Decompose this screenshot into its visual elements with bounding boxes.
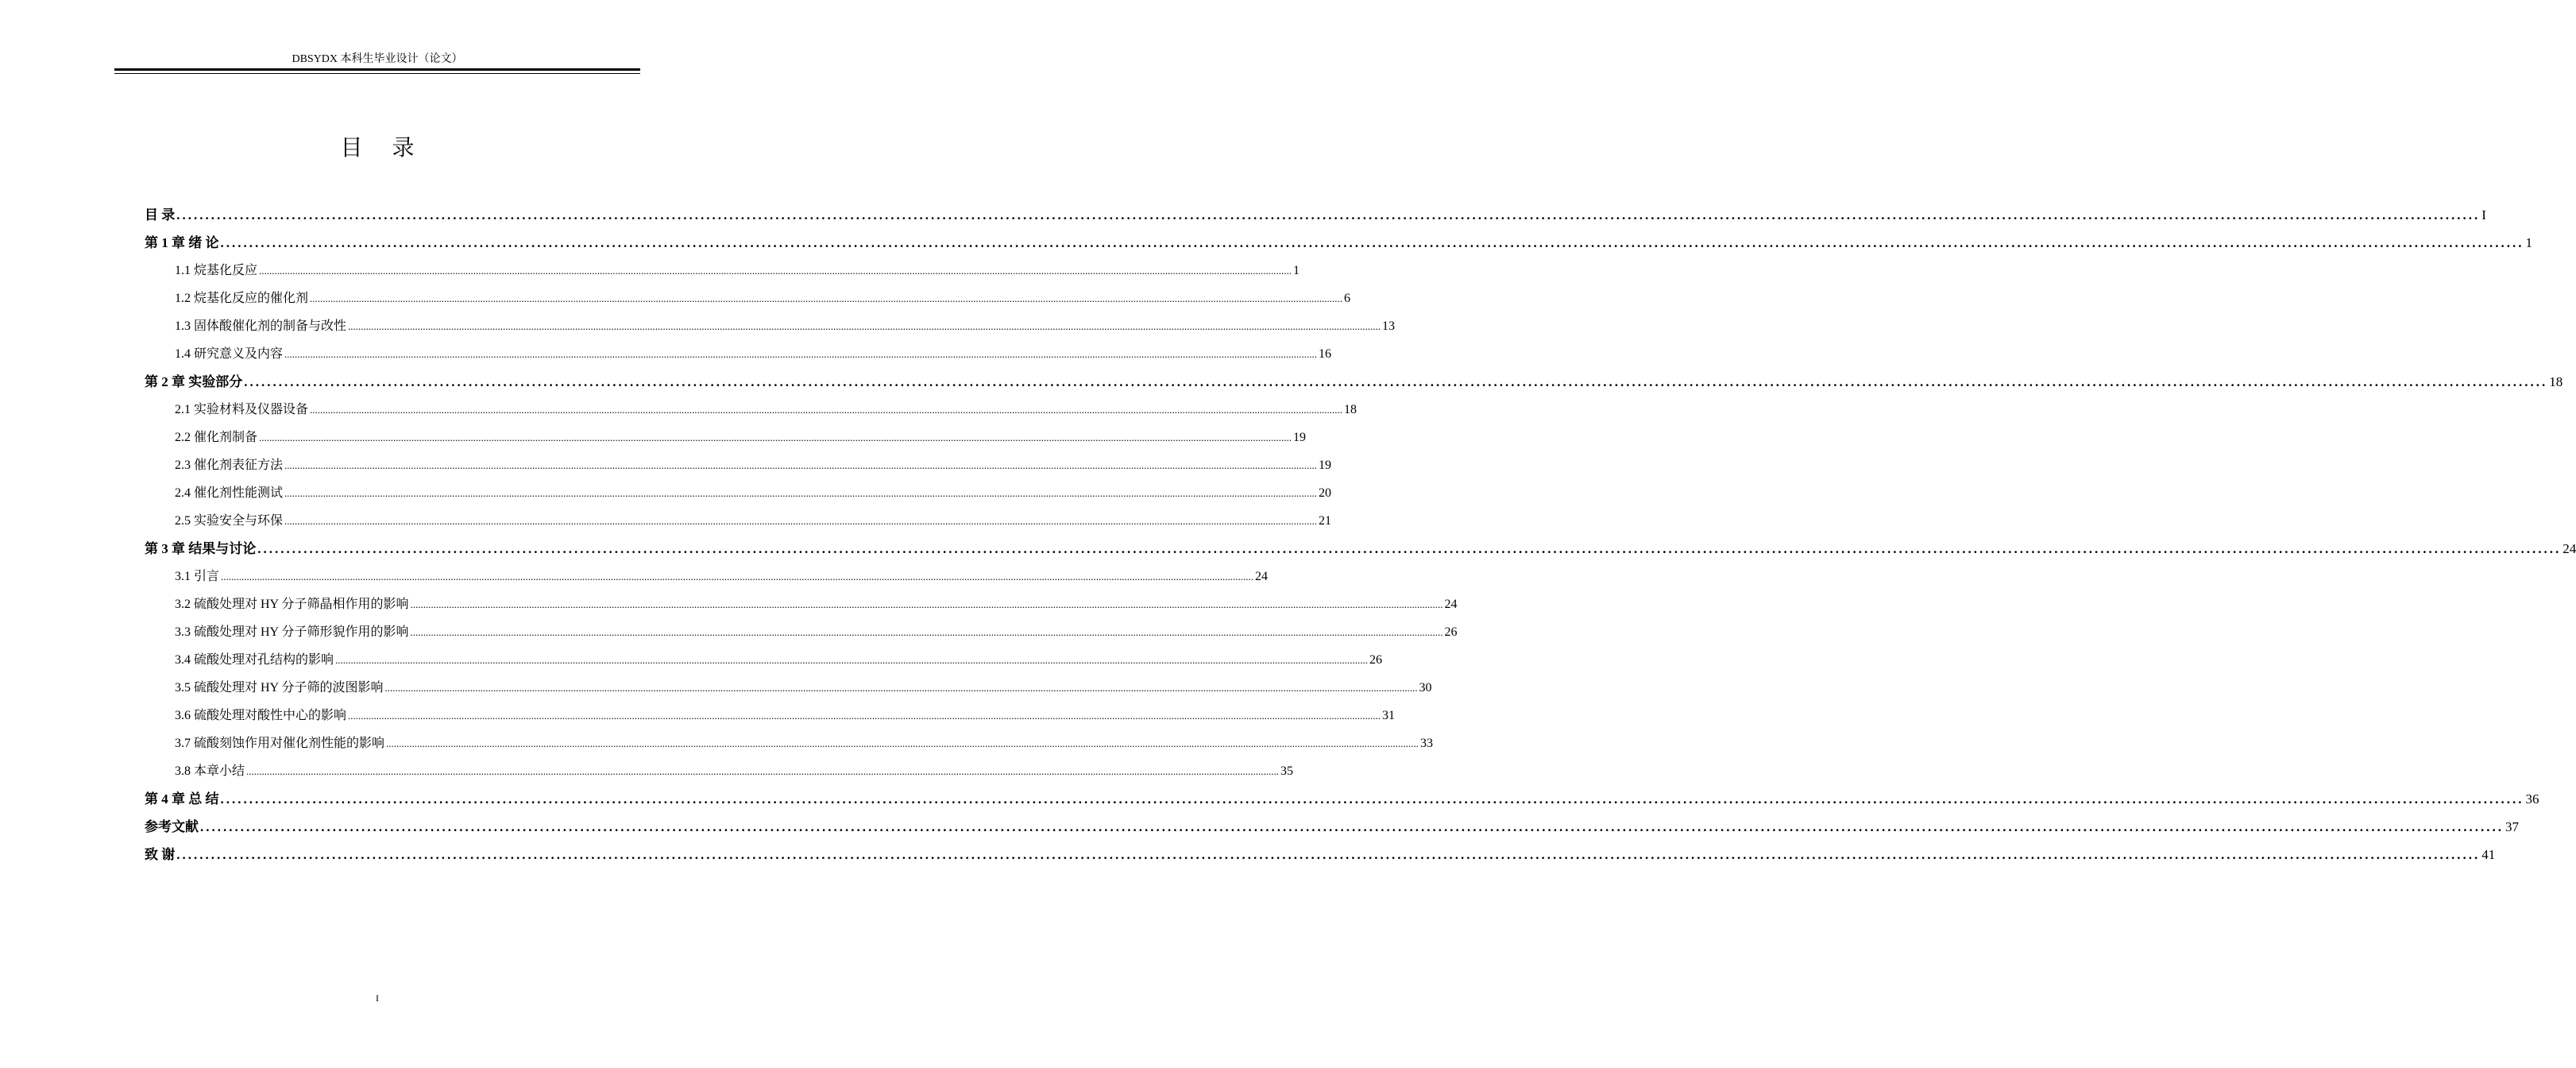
toc-entry-page: 20: [1319, 486, 1332, 500]
toc-entry-label: 3.5 硫酸处理对 HY 分子筛的波图影响: [175, 681, 384, 695]
toc-chapter-entry[interactable]: [145, 229, 2532, 257]
toc-dot-leader: ................................................................................................................................................................................................................................................................................................................................................................................................................: [200, 819, 2504, 834]
toc-section-entry[interactable]: [145, 646, 1383, 674]
toc-entry-label: 2.2 催化剂制备: [175, 431, 258, 444]
toc-dot-leader: ................................................................................................................................................................................................................................................................................................................................................................................................................: [176, 847, 2481, 862]
toc-section-entry[interactable]: [145, 563, 1269, 590]
toc-section-entry[interactable]: [145, 618, 1458, 646]
toc-entry-label: 2.1 实验材料及仪器设备: [175, 403, 309, 416]
toc-dot-leader: ................................................................................................................................................................................................................................................................................................................................................................................................................: [259, 431, 1292, 443]
toc-entry-label: 2.5 实验安全与环保: [175, 514, 284, 528]
toc-entry-page: 31: [1382, 709, 1396, 722]
toc-section-entry[interactable]: [145, 312, 1396, 340]
toc-entry-page: 18: [1344, 403, 1358, 416]
toc-section-entry[interactable]: [145, 424, 1307, 451]
toc-entry-page: 13: [1382, 319, 1396, 333]
toc-dot-leader: ................................................................................................................................................................................................................................................................................................................................................................................................................: [284, 487, 1318, 499]
toc-entry-label: 第 1 章 绪 论: [145, 235, 219, 250]
toc-section-entry[interactable]: [145, 451, 1332, 479]
toc-entry-label: 1.1 烷基化反应: [175, 264, 258, 277]
toc-section-entry[interactable]: [145, 729, 1434, 757]
toc-section-entry[interactable]: [145, 284, 1351, 312]
toc-chapter-entry[interactable]: [145, 535, 2576, 563]
toc-dot-leader: ................................................................................................................................................................................................................................................................................................................................................................................................................: [284, 459, 1318, 471]
toc-dot-leader: ................................................................................................................................................................................................................................................................................................................................................................................................................: [176, 207, 2481, 222]
toc-chapter-entry[interactable]: [145, 841, 2496, 869]
toc-dot-leader: ................................................................................................................................................................................................................................................................................................................................................................................................................: [284, 515, 1318, 527]
toc-section-entry[interactable]: [145, 590, 1458, 618]
toc-entry-page: 24: [2562, 541, 2576, 556]
toc-entry-page: 16: [1319, 347, 1332, 361]
toc-dot-leader: ................................................................................................................................................................................................................................................................................................................................................................................................................: [410, 598, 1443, 610]
toc-section-entry[interactable]: [145, 257, 1300, 284]
toc-entry-label: 3.2 硫酸处理对 HY 分子筛晶相作用的影响: [175, 598, 409, 611]
toc-entry-page: 26: [1444, 625, 1458, 639]
toc-section-entry[interactable]: [145, 674, 1432, 702]
toc-entry-page: 19: [1293, 431, 1307, 444]
toc-chapter-entry[interactable]: [145, 368, 2563, 396]
toc-entry-page: 1: [1293, 264, 1300, 277]
toc-entry-label: 2.4 催化剂性能测试: [175, 486, 284, 500]
toc-entry-page: 1: [2525, 235, 2532, 250]
toc-dot-leader: ................................................................................................................................................................................................................................................................................................................................................................................................................: [384, 682, 1418, 694]
page-header: DBSYDX 本科生毕业设计（论文）: [292, 53, 463, 65]
toc-dot-leader: ................................................................................................................................................................................................................................................................................................................................................................................................................: [348, 710, 1381, 722]
toc-entry-label: 目 录: [145, 207, 176, 222]
toc-title: 目 录: [340, 134, 426, 161]
toc-entry-page: 19: [1319, 459, 1332, 472]
toc-entry-label: 2.3 催化剂表征方法: [175, 459, 284, 472]
header-rule-thick: [114, 68, 640, 71]
toc-dot-leader: ................................................................................................................................................................................................................................................................................................................................................................................................................: [386, 737, 1419, 749]
toc-entry-page: 24: [1444, 598, 1458, 611]
toc-dot-leader: ................................................................................................................................................................................................................................................................................................................................................................................................................: [221, 571, 1254, 582]
toc-entry-label: 致 谢: [145, 847, 176, 862]
toc-entry-label: 1.3 固体酸催化剂的制备与改性: [175, 319, 347, 333]
toc-entry-label: 参考文献: [145, 819, 199, 834]
toc-dot-leader: ................................................................................................................................................................................................................................................................................................................................................................................................................: [284, 348, 1318, 360]
toc-section-entry[interactable]: [145, 396, 1358, 424]
toc-dot-leader: ................................................................................................................................................................................................................................................................................................................................................................................................................: [410, 626, 1443, 638]
toc-entry-label: 第 3 章 结果与讨论: [145, 541, 257, 556]
toc-entry-page: 30: [1419, 681, 1432, 695]
toc-entry-label: 3.1 引言: [175, 570, 220, 583]
toc-dot-leader: ................................................................................................................................................................................................................................................................................................................................................................................................................: [310, 292, 1343, 304]
toc-section-entry[interactable]: [145, 702, 1396, 729]
toc-entry-page: 18: [2549, 374, 2563, 389]
toc-entry-page: 41: [2481, 847, 2496, 862]
toc-entry-page: 33: [1420, 737, 1434, 750]
toc-entry-label: 第 2 章 实验部分: [145, 374, 243, 389]
toc-section-entry[interactable]: [145, 507, 1332, 535]
toc-entry-label: 1.4 研究意义及内容: [175, 347, 284, 361]
toc-entry-page: 24: [1255, 570, 1269, 583]
toc-entry-label: 1.2 烷基化反应的催化剂: [175, 292, 309, 305]
toc-entry-page: 37: [2505, 819, 2519, 834]
toc-chapter-entry[interactable]: [145, 201, 2486, 229]
toc-chapter-entry[interactable]: [145, 785, 2539, 813]
toc-entry-page: 21: [1319, 514, 1332, 528]
toc-entry-label: 3.8 本章小结: [175, 764, 245, 778]
toc-entry-label: 3.3 硫酸处理对 HY 分子筛形貌作用的影响: [175, 625, 409, 639]
toc-chapter-entry[interactable]: [145, 813, 2519, 841]
toc-section-entry[interactable]: [145, 757, 1294, 785]
toc-dot-leader: ................................................................................................................................................................................................................................................................................................................................................................................................................: [220, 791, 2524, 807]
toc-section-entry[interactable]: [145, 479, 1332, 507]
toc-entry-page: 35: [1280, 764, 1294, 778]
toc-dot-leader: ................................................................................................................................................................................................................................................................................................................................................................................................................: [220, 235, 2524, 250]
header-rule-thin: [114, 73, 640, 74]
toc-dot-leader: ................................................................................................................................................................................................................................................................................................................................................................................................................: [310, 404, 1343, 416]
toc-entry-page: 36: [2525, 791, 2539, 807]
table-of-contents: [145, 201, 2576, 869]
toc-entry-label: 3.6 硫酸处理对酸性中心的影响: [175, 709, 347, 722]
toc-dot-leader: ................................................................................................................................................................................................................................................................................................................................................................................................................: [257, 541, 2562, 556]
toc-dot-leader: ................................................................................................................................................................................................................................................................................................................................................................................................................: [259, 265, 1292, 277]
toc-dot-leader: ................................................................................................................................................................................................................................................................................................................................................................................................................: [335, 654, 1369, 666]
toc-section-entry[interactable]: [145, 340, 1332, 368]
toc-entry-page: 6: [1344, 292, 1351, 305]
toc-entry-page: I: [2481, 207, 2486, 222]
toc-entry-label: 第 4 章 总 结: [145, 791, 219, 807]
toc-entry-page: 26: [1369, 653, 1383, 667]
toc-entry-label: 3.4 硫酸处理对孔结构的影响: [175, 653, 334, 667]
page-number: I: [376, 993, 379, 1004]
toc-entry-label: 3.7 硫酸刻蚀作用对催化剂性能的影响: [175, 737, 385, 750]
toc-dot-leader: ................................................................................................................................................................................................................................................................................................................................................................................................................: [246, 765, 1280, 777]
toc-dot-leader: ................................................................................................................................................................................................................................................................................................................................................................................................................: [244, 374, 2548, 389]
toc-dot-leader: ................................................................................................................................................................................................................................................................................................................................................................................................................: [348, 320, 1381, 332]
